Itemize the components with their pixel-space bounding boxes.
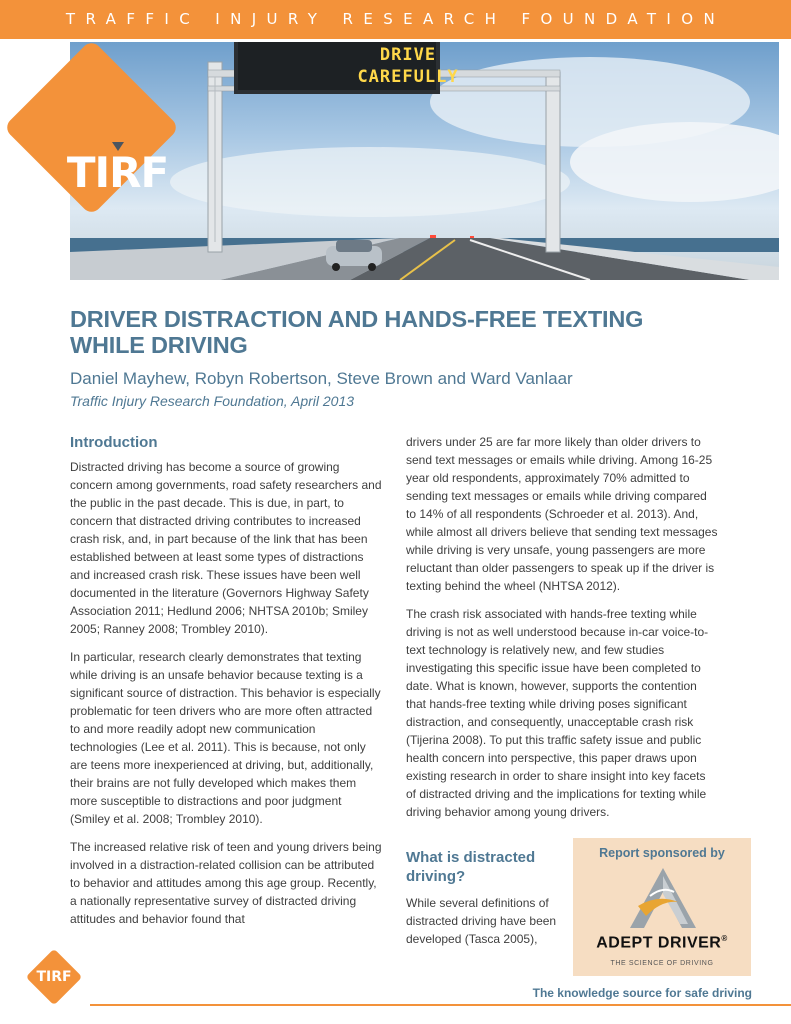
sign-line-2: CAREFULLY bbox=[357, 67, 459, 87]
column-2-lower bbox=[406, 848, 564, 958]
org-banner: TRAFFIC INJURY RESEARCH FOUNDATION bbox=[0, 0, 791, 39]
sponsor-tagline: THE SCIENCE OF DRIVING bbox=[610, 960, 714, 967]
column-2 bbox=[406, 433, 718, 831]
sponsor-label: Report sponsored by bbox=[599, 846, 725, 860]
footer-tagline: The knowledge source for safe driving bbox=[532, 986, 752, 1000]
paragraph: The crash risk associated with hands-free texting while driving is not as well understood because in-car voice-to-text technology is relatively new, and few studies investigating this specific issue have been completed to date. What is known, however, supports the contention that hands-free texting while driving poses significant distraction, and consequently, unacceptable crash risk (Tijerina 2008). To put this traffic safety issue and public health concern into perspective, this paper draws upon existing research in order to share insight into key facets of distracted driving and the implications for texting while driving behavior among young drivers. bbox=[406, 607, 709, 819]
paragraph: drivers under 25 are far more likely than older drivers to send text messages or emails while driving. Among 16-25 year old respondents, approximately 70% admitted to sending text messages or emails while driving compared to 14% of all respondents (Schroeder et al. 2013). And, while almost all drivers believe that sending text messages while driving is very unsafe, young passengers are more reluctant than older passengers to speak up if the driver is texting behind the wheel (NHTSA 2012). bbox=[406, 435, 718, 593]
paragraph: Distracted driving has become a source of growing concern among governments, road safety researchers and the public in the past decade. This is due, in part, to concern that distracted driving contributes to increased crash risk, and, in part because of the link that has been established between at least some types of distractions and increased crash risk. These issues have been well documented in the literature (Governors Highway Safety Association 2011; Hedlund 2006; NHTSA 2010b; Smiley 2005; Ranney 2008; Trombley 2010). bbox=[70, 460, 382, 636]
tirf-logo: TIRF bbox=[66, 148, 169, 197]
document-title: DRIVER DISTRACTION AND HANDS-FREE TEXTING WHILE DRIVING bbox=[70, 306, 644, 358]
distracted-driving-heading: What is distracted driving? bbox=[406, 849, 536, 885]
paragraph: While several definitions of distracted driving have been developed (Tasca 2005), bbox=[406, 896, 557, 946]
adept-driver-logo-icon bbox=[628, 866, 698, 932]
footer-divider bbox=[90, 1004, 791, 1006]
authors: Daniel Mayhew, Robyn Robertson, Steve Brown and Ward Vanlaar bbox=[70, 369, 573, 388]
sponsor-name: ADEPT DRIVER® bbox=[596, 934, 728, 952]
introduction-heading: Introduction bbox=[70, 434, 158, 451]
sign-line-1: DRIVE bbox=[379, 45, 437, 65]
footer-logo: TIRF bbox=[36, 969, 72, 985]
affiliation: Traffic Injury Research Foundation, April 2013 bbox=[70, 393, 355, 409]
sponsor-box bbox=[573, 838, 751, 976]
paragraph: In particular, research clearly demonstrates that texting while driving is an unsafe behavior because texting is a significant source of distraction. This behavior is especially problematic for teen drivers who are more often attracted to and more readily adopt new communication technologies (Lee et al. 2011). This is because, not only are teens more inexperienced at driving, but, additionally, their brains are not fully developed which makes them more susceptible to distractions and poor judgment (Smiley et al. 2008; Trombley 2010). bbox=[70, 650, 381, 826]
column-1 bbox=[70, 433, 382, 938]
paragraph: The increased relative risk of teen and young drivers being involved in a distraction-related collision can be attributed to behavior and attitudes among this age group. Recently, a nationally representative survey of distracted driving attitudes and behavior found that bbox=[70, 840, 382, 926]
